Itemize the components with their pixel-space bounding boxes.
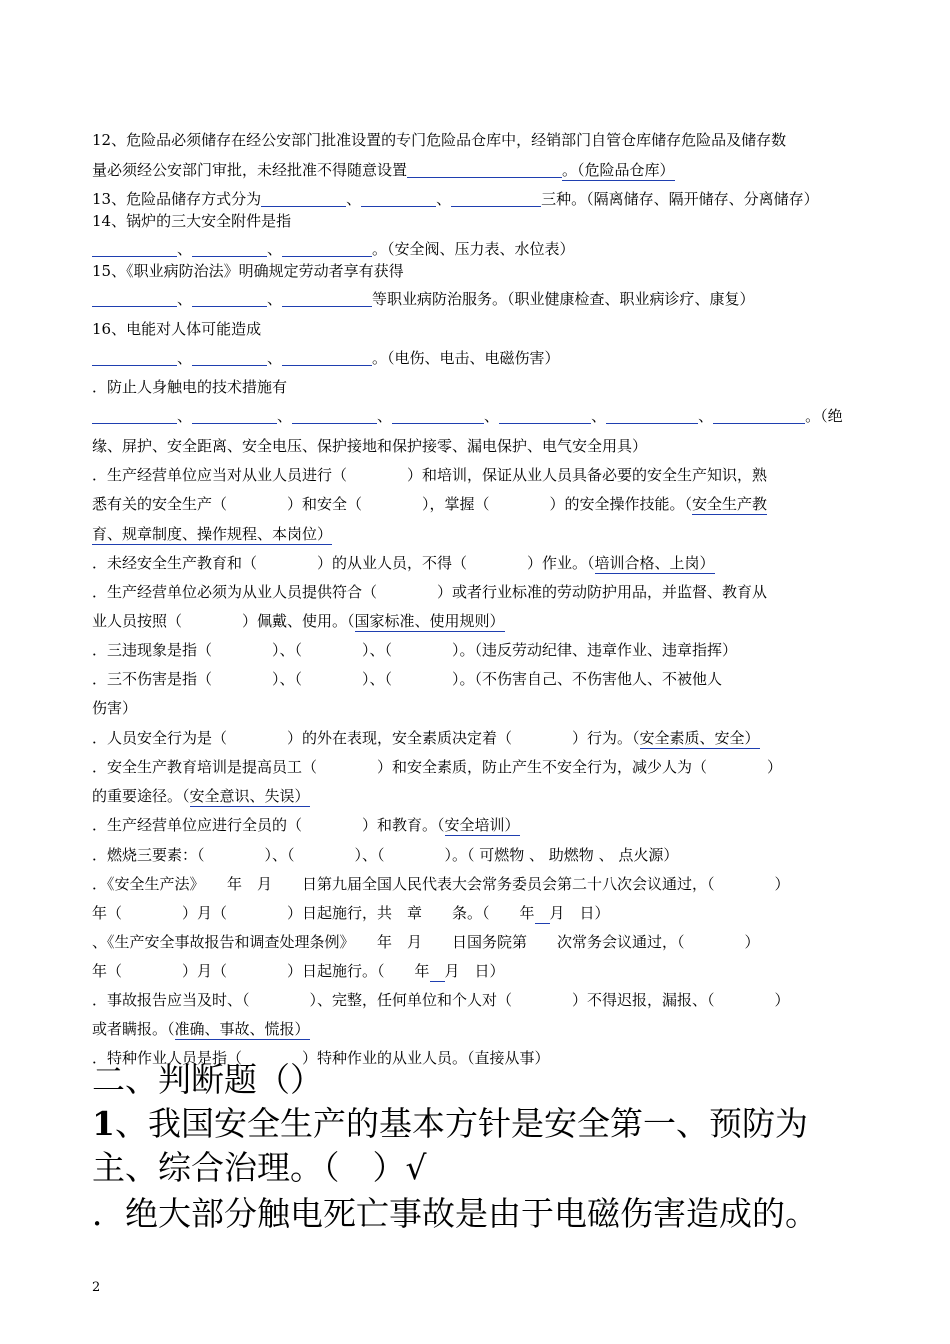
blank xyxy=(451,190,541,207)
q20-answer: 国家标准、使用规则） xyxy=(354,612,505,630)
q29-line2 xyxy=(92,1019,310,1039)
q24-line2 xyxy=(92,786,310,806)
q20-line2 xyxy=(92,611,505,631)
blank xyxy=(282,290,372,307)
q13-text: 13、危险品储存方式分为 xyxy=(92,190,262,208)
q14-line2 xyxy=(92,239,575,259)
blank xyxy=(361,190,436,207)
q18-answer: 安全生产教 xyxy=(692,495,768,513)
q28-line1: 、《生产安全事故报告和调查处理条例》 年 月 日国务院第 次常务会议通过，（ ） xyxy=(92,933,760,951)
sep: 、 xyxy=(346,190,362,208)
q18-line3 xyxy=(92,524,332,544)
q14-answer: 。（安全阀、压力表、水位表） xyxy=(372,240,575,258)
blank xyxy=(192,240,267,257)
q13-line xyxy=(92,189,819,209)
sep: 、 xyxy=(267,349,283,367)
blank xyxy=(499,407,591,424)
q24-line1: ．安全生产教育培训是提高员工（ ）和安全素质，防止产生不安全行为，减少人为（ ） xyxy=(92,758,783,776)
sep: 、 xyxy=(591,407,607,425)
q15-line1: 15、《职业病防治法》明确规定劳动者享有获得 xyxy=(92,262,404,280)
q29-line1: ．事故报告应当及时、（ ）、完整，任何单位和个人对（ ）不得迟报，漏报、（ ） xyxy=(92,991,790,1009)
q25-text: ．生产经营单位应进行全员的（ ）和教育。（ xyxy=(92,816,445,834)
q21-line: ．三违现象是指（ ）、（ ）、（ ）。（违反劳动纪律、违章作业、违章指挥） xyxy=(92,641,738,659)
q27-line1: ．《安全生产法》 年 月 日第九届全国人民代表大会常务委员会第二十八次会议通过，（ ） xyxy=(92,875,790,893)
blank xyxy=(606,407,698,424)
q18-answer-cont: 育、规章制度、操作规程、本岗位） xyxy=(92,525,333,543)
q27-line2 xyxy=(92,903,610,923)
q19-line xyxy=(92,553,715,573)
q16-answer: 。（电伤、电击、电磁伤害） xyxy=(372,349,560,367)
q19-text: ．未经安全生产教育和（ ）的从业人员，不得（ ）作业。（ xyxy=(92,554,595,572)
q27-text-end: 月 日） xyxy=(549,904,610,922)
q17-answer-start: 。（绝 xyxy=(805,407,843,425)
q20-line1: ．生产经营单位必须为从业人员提供符合（ ）或者行业标准的劳动防护用品，并监督、教育从 xyxy=(92,583,768,601)
judge-q1-line2: 主、综合治理。（ ）√ xyxy=(92,1148,427,1187)
q17-line2 xyxy=(92,406,843,426)
blank xyxy=(192,290,267,307)
q15-answer: 等职业病防治服务。（职业健康检查、职业病诊疗、康复） xyxy=(372,290,755,308)
q26-line: ．燃烧三要素：（ ）、（ ）、（ ）。（ 可燃物 、 助燃物 、 点火源） xyxy=(92,846,679,864)
q18-text: 悉有关的安全生产（ ）和安全（ ），掌握（ ）的安全操作技能。（ xyxy=(92,495,693,513)
blank xyxy=(292,407,377,424)
q29-text: 或者瞒报。（ xyxy=(92,1020,175,1038)
q24-answer: 安全意识、失误） xyxy=(189,787,310,805)
q22-line2: 伤害） xyxy=(92,699,138,717)
q15-line2 xyxy=(92,289,755,309)
q16-line2 xyxy=(92,348,560,368)
sep: 、 xyxy=(177,290,193,308)
q18-line1: ．生产经营单位应当对从业人员进行（ ）和培训，保证从业人员具备必要的安全生产知识，熟 xyxy=(92,466,768,484)
blank xyxy=(713,407,805,424)
q24-text: 的重要途径。（ xyxy=(92,787,190,805)
q16-line1: 16、电能对人体可能造成 xyxy=(92,320,262,338)
judge-q1-line1 xyxy=(92,1104,808,1144)
q14-line1: 14、锅炉的三大安全附件是指 xyxy=(92,212,292,230)
sep: 、 xyxy=(177,240,193,258)
blank xyxy=(407,161,562,178)
q23-line xyxy=(92,728,760,748)
q27-text: 年（ ）月（ ）日起施行，共 章 条。（ 年 xyxy=(92,904,535,922)
page-number: 2 xyxy=(92,1280,101,1295)
sep: 、 xyxy=(177,349,193,367)
sep: 、 xyxy=(177,407,193,425)
q25-line xyxy=(92,815,520,835)
q28-answer-blank xyxy=(430,962,445,982)
q25-answer: 安全培训） xyxy=(444,816,520,834)
blank xyxy=(282,349,372,366)
section-title: 二、判断题（） xyxy=(92,1060,323,1099)
blank xyxy=(192,407,277,424)
q12-line2 xyxy=(92,160,675,180)
blank xyxy=(92,240,177,257)
q27-answer-blank xyxy=(535,904,550,924)
judge-q2-line: ．绝大部分触电死亡事故是由于电磁伤害造成的。 xyxy=(92,1194,818,1233)
blank xyxy=(92,407,177,424)
q30-line: ．特种作业人员是指（ ）特种作业的从业人员。（直接从事） xyxy=(92,1049,550,1067)
q18-line2 xyxy=(92,494,767,514)
sep: 、 xyxy=(436,190,452,208)
q23-text: ．人员安全行为是（ ）的外在表现，安全素质决定着（ ）行为。（ xyxy=(92,729,640,747)
q17-line1: ．防止人身触电的技术措施有 xyxy=(92,378,288,396)
q12-answer: 。（危险品仓库） xyxy=(562,161,675,179)
q22-line1: ．三不伤害是指（ ）、（ ）、（ ）。（不伤害自己、不伤害他人、不被他人 xyxy=(92,670,723,688)
q1-number: 1 xyxy=(92,1104,115,1143)
sep: 、 xyxy=(267,290,283,308)
q12-text: 量必须经公安部门审批，未经批准不得随意设置 xyxy=(92,161,408,179)
q19-answer: 培训合格、上岗） xyxy=(594,554,715,572)
sep: 、 xyxy=(277,407,293,425)
blank xyxy=(192,349,267,366)
blank xyxy=(92,290,177,307)
q17-answer-cont: 缘、屏护、安全距离、安全电压、保护接地和保护接零、漏电保护、电气安全用具） xyxy=(92,437,648,455)
q20-text: 业人员按照（ ）佩戴、使用。（ xyxy=(92,612,355,630)
q28-text: 年（ ）月（ ）日起施行。（ 年 xyxy=(92,962,430,980)
blank xyxy=(392,407,484,424)
q29-answer: 准确、事故、慌报） xyxy=(174,1020,310,1038)
q13-answer: 三种。（隔离储存、隔开储存、分离储存） xyxy=(541,190,819,208)
q1-text: 、我国安全生产的基本方针是安全第一、预防为 xyxy=(114,1104,808,1143)
blank xyxy=(92,349,177,366)
q28-line2 xyxy=(92,961,505,981)
blank xyxy=(261,190,346,207)
q23-answer: 安全素质、安全） xyxy=(639,729,760,747)
q12-line1: 12、危险品必须储存在经公安部门批准设置的专门危险品仓库中，经销部门自管仓库储存危险品及储存数 xyxy=(92,131,787,149)
sep: 、 xyxy=(267,240,283,258)
blank xyxy=(282,240,372,257)
sep: 、 xyxy=(698,407,714,425)
sep: 、 xyxy=(377,407,393,425)
sep: 、 xyxy=(484,407,500,425)
q28-text-end: 月 日） xyxy=(444,962,505,980)
